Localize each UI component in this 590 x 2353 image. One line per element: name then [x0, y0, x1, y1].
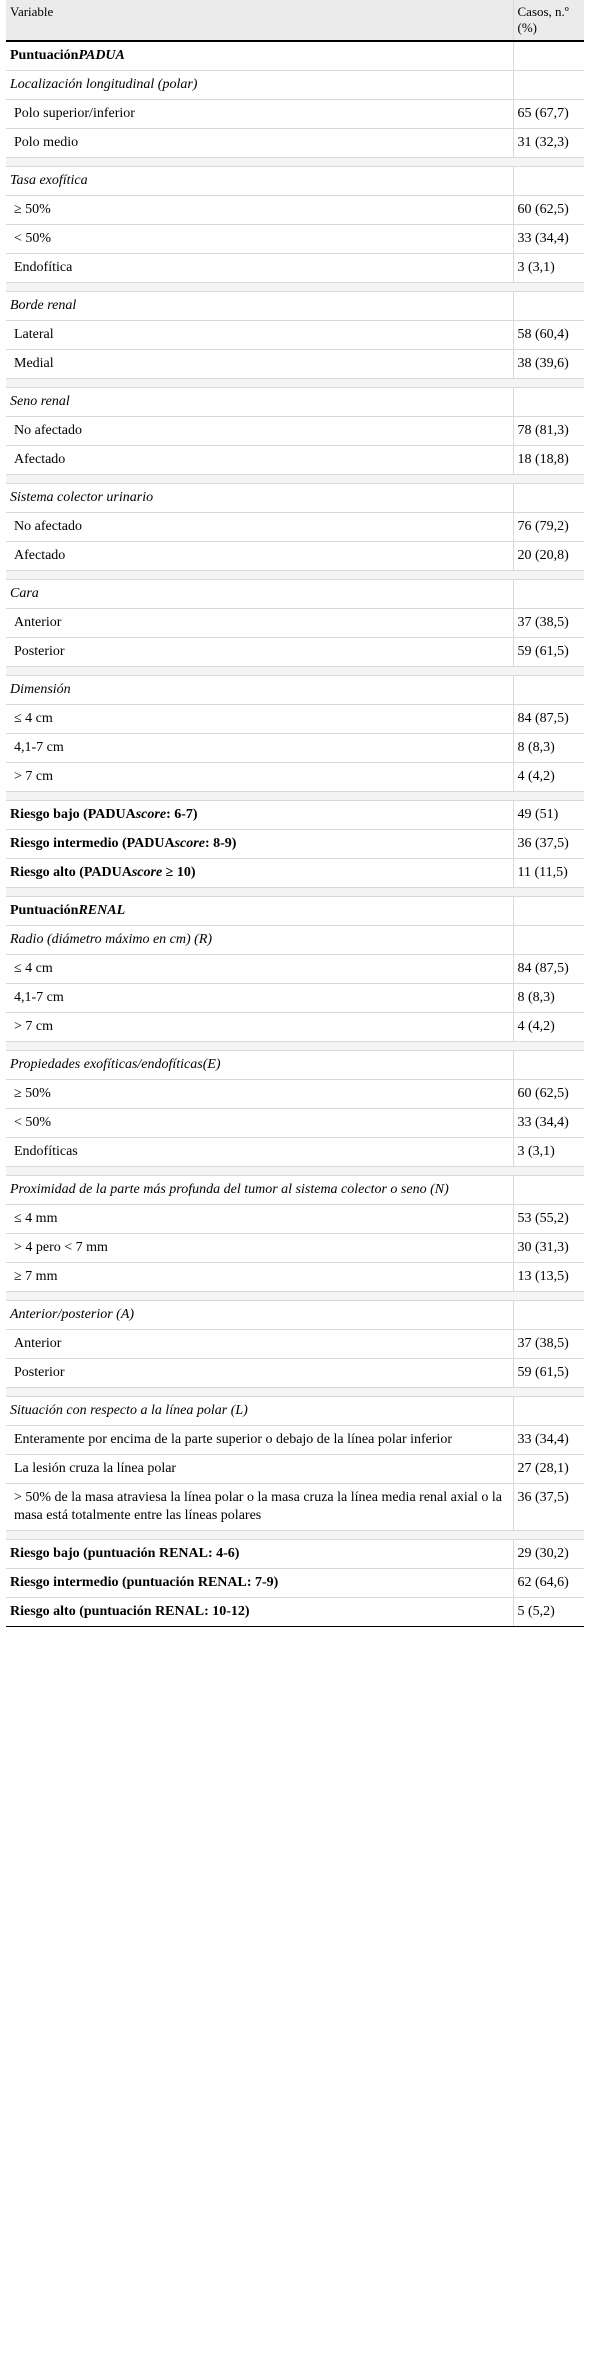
table-row — [6, 984, 584, 1013]
spacer-row — [6, 379, 584, 388]
cases-cell: 4 (4,2) — [513, 763, 584, 792]
spacer-row — [6, 1292, 584, 1301]
variable-cell: Seno renal — [6, 388, 513, 417]
spacer-cell — [6, 1292, 584, 1301]
cases-cell: 53 (55,2) — [513, 1205, 584, 1234]
variable-cell: Polo superior/inferior — [6, 100, 513, 129]
risk-row — [6, 1598, 584, 1627]
spacer-cell — [6, 1042, 584, 1051]
variable-cell: < 50% — [6, 1109, 513, 1138]
variable-cell: Radio (diámetro máximo en cm) (R) — [6, 926, 513, 955]
variable-cell: Proximidad de la parte más profunda del tumor al sistema colector o seno (N) — [6, 1176, 513, 1205]
variable-cell: Medial — [6, 350, 513, 379]
spacer-row — [6, 571, 584, 580]
variable-cell: ≤ 4 mm — [6, 1205, 513, 1234]
cases-cell: 84 (87,5) — [513, 705, 584, 734]
spacer-row — [6, 888, 584, 897]
table-row — [6, 1484, 584, 1531]
section-row — [6, 897, 584, 926]
spacer-row — [6, 792, 584, 801]
subheading-row — [6, 926, 584, 955]
spacer-cell — [6, 667, 584, 676]
table-row — [6, 100, 584, 129]
variable-cell: Riesgo bajo (puntuación RENAL: 4-6) — [6, 1540, 513, 1569]
variable-cell: No afectado — [6, 513, 513, 542]
spacer-row — [6, 158, 584, 167]
cases-cell: 36 (37,5) — [513, 830, 584, 859]
table-row — [6, 1359, 584, 1388]
table-row — [6, 196, 584, 225]
variable-cell: Cara — [6, 580, 513, 609]
table-row — [6, 955, 584, 984]
variable-cell: > 7 cm — [6, 763, 513, 792]
cases-cell — [513, 897, 584, 926]
cases-cell: 59 (61,5) — [513, 1359, 584, 1388]
cases-cell: 38 (39,6) — [513, 350, 584, 379]
variable-cell: PuntuaciónRENAL — [6, 897, 513, 926]
variable-cell: Posterior — [6, 1359, 513, 1388]
variable-cell: Sistema colector urinario — [6, 484, 513, 513]
cases-cell: 8 (8,3) — [513, 984, 584, 1013]
cases-cell: 36 (37,5) — [513, 1484, 584, 1531]
table-header-row — [6, 0, 584, 41]
table-row — [6, 1080, 584, 1109]
cases-cell — [513, 1301, 584, 1330]
risk-row — [6, 830, 584, 859]
cases-cell: 62 (64,6) — [513, 1569, 584, 1598]
cases-cell: 18 (18,8) — [513, 446, 584, 475]
variable-cell: Lateral — [6, 321, 513, 350]
subheading-row — [6, 292, 584, 321]
variable-cell: > 7 cm — [6, 1013, 513, 1042]
subheading-row — [6, 1051, 584, 1080]
table-row — [6, 321, 584, 350]
cases-cell: 3 (3,1) — [513, 254, 584, 283]
cases-cell: 5 (5,2) — [513, 1598, 584, 1627]
cases-cell: 27 (28,1) — [513, 1455, 584, 1484]
cases-cell — [513, 484, 584, 513]
cases-cell: 37 (38,5) — [513, 1330, 584, 1359]
risk-row — [6, 859, 584, 888]
table-row — [6, 705, 584, 734]
variable-cell: Riesgo intermedio (PADUAscore: 8-9) — [6, 830, 513, 859]
table-row — [6, 1263, 584, 1292]
variable-cell: Dimensión — [6, 676, 513, 705]
variable-cell: Anterior — [6, 609, 513, 638]
table-row — [6, 1330, 584, 1359]
table-row — [6, 1455, 584, 1484]
cases-cell — [513, 926, 584, 955]
variable-cell: La lesión cruza la línea polar — [6, 1455, 513, 1484]
subheading-row — [6, 1397, 584, 1426]
variable-cell: Afectado — [6, 446, 513, 475]
spacer-cell — [6, 571, 584, 580]
cases-cell: 33 (34,4) — [513, 1426, 584, 1455]
cases-cell: 37 (38,5) — [513, 609, 584, 638]
variable-cell: Riesgo bajo (PADUAscore: 6-7) — [6, 801, 513, 830]
spacer-cell — [6, 475, 584, 484]
table-row — [6, 734, 584, 763]
variable-cell: 4,1-7 cm — [6, 984, 513, 1013]
variable-cell: ≤ 4 cm — [6, 705, 513, 734]
variable-cell: Anterior/posterior (A) — [6, 1301, 513, 1330]
variable-cell: Borde renal — [6, 292, 513, 321]
spacer-cell — [6, 1531, 584, 1540]
variable-cell: > 4 pero < 7 mm — [6, 1234, 513, 1263]
cases-cell — [513, 1051, 584, 1080]
variable-cell: Riesgo alto (puntuación RENAL: 10-12) — [6, 1598, 513, 1627]
table-container — [6, 0, 584, 1627]
cases-cell: 60 (62,5) — [513, 1080, 584, 1109]
spacer-row — [6, 667, 584, 676]
cases-cell — [513, 1176, 584, 1205]
cases-cell: 3 (3,1) — [513, 1138, 584, 1167]
cases-cell: 30 (31,3) — [513, 1234, 584, 1263]
variable-cell: ≥ 50% — [6, 196, 513, 225]
variable-cell: > 50% de la masa atraviesa la línea polar o la masa cruza la línea media renal axial o la masa está totalmente entre las líneas polares — [6, 1484, 513, 1531]
table-row — [6, 446, 584, 475]
cases-cell: 31 (32,3) — [513, 129, 584, 158]
table-row — [6, 513, 584, 542]
table-row — [6, 1205, 584, 1234]
spacer-row — [6, 283, 584, 292]
cases-cell: 33 (34,4) — [513, 1109, 584, 1138]
subheading-row — [6, 71, 584, 100]
variable-cell: Endofítica — [6, 254, 513, 283]
variable-cell: Posterior — [6, 638, 513, 667]
cases-cell: 59 (61,5) — [513, 638, 584, 667]
variable-cell: ≥ 50% — [6, 1080, 513, 1109]
spacer-cell — [6, 888, 584, 897]
table-row — [6, 254, 584, 283]
spacer-cell — [6, 283, 584, 292]
variable-cell: ≤ 4 cm — [6, 955, 513, 984]
cases-cell: 29 (30,2) — [513, 1540, 584, 1569]
variable-cell: Endofíticas — [6, 1138, 513, 1167]
variable-cell: Riesgo alto (PADUAscore ≥ 10) — [6, 859, 513, 888]
table-row — [6, 417, 584, 446]
data-table — [6, 0, 584, 1627]
table-row — [6, 1234, 584, 1263]
variable-cell: Anterior — [6, 1330, 513, 1359]
spacer-cell — [6, 1388, 584, 1397]
cases-cell: 13 (13,5) — [513, 1263, 584, 1292]
variable-cell: No afectado — [6, 417, 513, 446]
subheading-row — [6, 484, 584, 513]
variable-cell: Localización longitudinal (polar) — [6, 71, 513, 100]
variable-cell: Enteramente por encima de la parte superior o debajo de la línea polar inferior — [6, 1426, 513, 1455]
subheading-row — [6, 1176, 584, 1205]
cases-cell: 76 (79,2) — [513, 513, 584, 542]
spacer-row — [6, 1167, 584, 1176]
cases-cell — [513, 71, 584, 100]
cases-cell: 60 (62,5) — [513, 196, 584, 225]
variable-cell: Polo medio — [6, 129, 513, 158]
table-row — [6, 225, 584, 254]
header-cases: Casos, n.º (%) — [513, 0, 584, 41]
spacer-row — [6, 475, 584, 484]
cases-cell — [513, 41, 584, 71]
risk-row — [6, 1540, 584, 1569]
variable-cell: Tasa exofítica — [6, 167, 513, 196]
table-body — [6, 41, 584, 1627]
cases-cell: 11 (11,5) — [513, 859, 584, 888]
table-row — [6, 129, 584, 158]
spacer-row — [6, 1388, 584, 1397]
cases-cell — [513, 292, 584, 321]
cases-cell — [513, 676, 584, 705]
cases-cell: 20 (20,8) — [513, 542, 584, 571]
cases-cell: 58 (60,4) — [513, 321, 584, 350]
variable-cell: Propiedades exofíticas/endofíticas(E) — [6, 1051, 513, 1080]
variable-cell: < 50% — [6, 225, 513, 254]
table-row — [6, 1109, 584, 1138]
cases-cell: 65 (67,7) — [513, 100, 584, 129]
risk-row — [6, 801, 584, 830]
subheading-row — [6, 580, 584, 609]
table-row — [6, 1426, 584, 1455]
cases-cell: 49 (51) — [513, 801, 584, 830]
cases-cell: 84 (87,5) — [513, 955, 584, 984]
spacer-row — [6, 1042, 584, 1051]
variable-cell: Afectado — [6, 542, 513, 571]
variable-cell: 4,1-7 cm — [6, 734, 513, 763]
spacer-cell — [6, 379, 584, 388]
spacer-cell — [6, 158, 584, 167]
variable-cell: Situación con respecto a la línea polar (L) — [6, 1397, 513, 1426]
subheading-row — [6, 167, 584, 196]
subheading-row — [6, 1301, 584, 1330]
table-row — [6, 1138, 584, 1167]
table-row — [6, 638, 584, 667]
spacer-cell — [6, 1167, 584, 1176]
cases-cell: 4 (4,2) — [513, 1013, 584, 1042]
risk-row — [6, 1569, 584, 1598]
cases-cell — [513, 167, 584, 196]
table-row — [6, 609, 584, 638]
subheading-row — [6, 388, 584, 417]
subheading-row — [6, 676, 584, 705]
table-row — [6, 1013, 584, 1042]
table-row — [6, 350, 584, 379]
header-variable: Variable — [6, 0, 513, 41]
variable-cell: PuntuaciónPADUA — [6, 41, 513, 71]
spacer-row — [6, 1531, 584, 1540]
cases-cell: 33 (34,4) — [513, 225, 584, 254]
variable-cell: ≥ 7 mm — [6, 1263, 513, 1292]
cases-cell — [513, 388, 584, 417]
cases-cell — [513, 580, 584, 609]
cases-cell: 8 (8,3) — [513, 734, 584, 763]
table-row — [6, 542, 584, 571]
section-row — [6, 41, 584, 71]
cases-cell: 78 (81,3) — [513, 417, 584, 446]
cases-cell — [513, 1397, 584, 1426]
variable-cell: Riesgo intermedio (puntuación RENAL: 7-9) — [6, 1569, 513, 1598]
table-row — [6, 763, 584, 792]
spacer-cell — [6, 792, 584, 801]
